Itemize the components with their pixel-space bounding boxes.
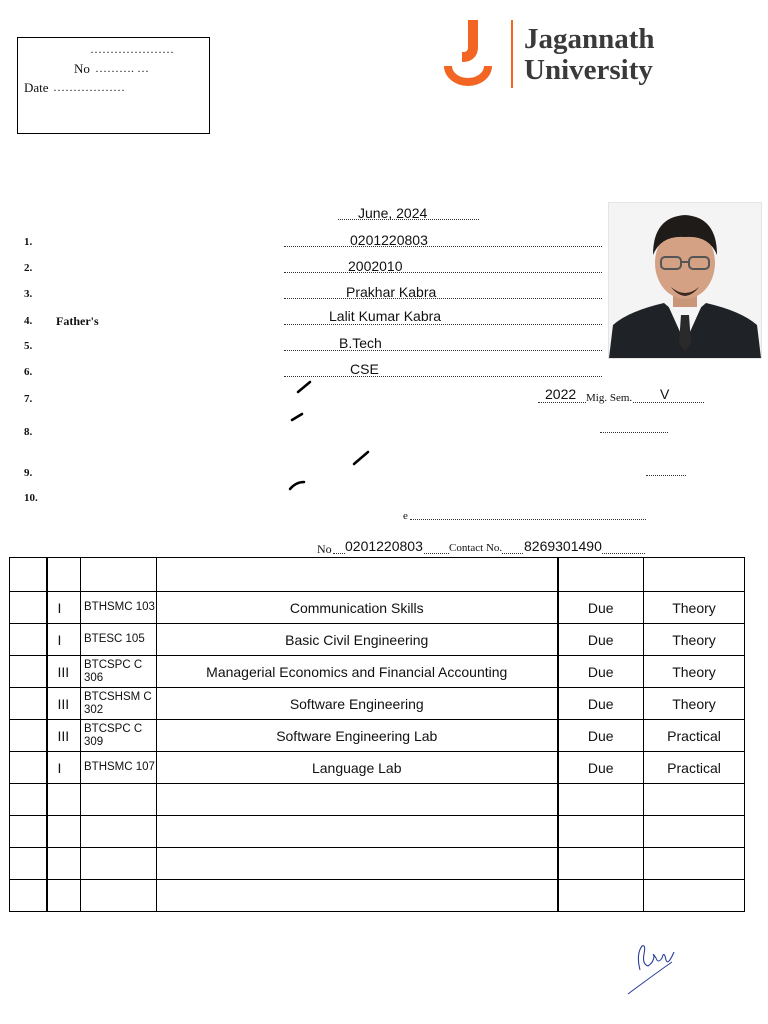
empty-cell <box>47 816 81 848</box>
row-number: 1. <box>24 236 33 248</box>
contact-value: 8269301490 <box>524 538 602 554</box>
contact-label: Contact No. <box>449 542 503 554</box>
row-number: 7. <box>24 393 33 405</box>
row-dotted-line <box>284 246 602 247</box>
empty-cell <box>10 784 47 816</box>
type-cell: Theory <box>644 656 745 688</box>
sem-cell: I <box>47 624 81 656</box>
ref-no-label: No <box>74 61 90 76</box>
date-value: June, 2024 <box>358 205 428 221</box>
sem-cell: I <box>47 752 81 784</box>
field-value: 2002010 <box>348 258 403 274</box>
sno-cell <box>10 592 47 624</box>
empty-cell <box>157 848 558 880</box>
subject-cell: Software Engineering Lab <box>157 720 558 752</box>
table-row <box>10 592 745 624</box>
row-number: 4. <box>24 315 33 327</box>
type-cell: Theory <box>644 624 745 656</box>
field-value: Lalit Kumar Kabra <box>329 308 442 324</box>
ref-date-label: Date <box>24 80 49 95</box>
code-cell: BTCSPC C 306 <box>81 656 157 688</box>
status-cell: Due <box>558 656 644 688</box>
header-cell <box>81 558 157 592</box>
row-dotted-line <box>600 432 668 433</box>
row-number: 6. <box>24 366 33 378</box>
logo-divider <box>511 20 513 88</box>
empty-cell <box>558 816 644 848</box>
table-row <box>10 624 745 656</box>
empty-cell <box>81 848 157 880</box>
row-dotted-line <box>284 298 602 299</box>
empty-cell <box>558 848 644 880</box>
signature-icon <box>622 940 682 998</box>
subjects-table <box>9 557 745 912</box>
row-number: 5. <box>24 340 33 352</box>
year-value: 2022 <box>545 386 577 402</box>
table-header-row <box>10 558 745 592</box>
ref-date-dots: ……………… <box>53 80 125 94</box>
sno-cell <box>10 624 47 656</box>
empty-row <box>10 880 745 912</box>
ref-no-dots: ………. … <box>95 61 149 75</box>
empty-cell <box>644 880 745 912</box>
subject-cell: Communication Skills <box>157 592 558 624</box>
code-cell: BTHSMC 107 <box>81 752 157 784</box>
table-row <box>10 752 745 784</box>
row-dotted-line <box>646 475 686 476</box>
mig-sem-label: Mig. Sem. <box>586 392 633 404</box>
type-cell: Theory <box>644 592 745 624</box>
person-photo-icon <box>609 203 761 358</box>
header-cell <box>558 558 644 592</box>
code-cell: BTHSMC 103 <box>81 592 157 624</box>
sno-cell <box>10 720 47 752</box>
empty-cell <box>10 880 47 912</box>
sno-cell <box>10 752 47 784</box>
empty-cell <box>644 784 745 816</box>
no-label: No <box>317 542 332 556</box>
status-cell: Due <box>558 592 644 624</box>
empty-row <box>10 848 745 880</box>
pen-marks <box>284 376 374 496</box>
status-cell: Due <box>558 752 644 784</box>
empty-cell <box>81 880 157 912</box>
status-cell: Due <box>558 720 644 752</box>
empty-cell <box>157 784 558 816</box>
email-dotted-line <box>410 519 646 520</box>
empty-cell <box>47 848 81 880</box>
type-cell: Practical <box>644 720 745 752</box>
row-number: 8. <box>24 426 33 438</box>
status-cell: Due <box>558 624 644 656</box>
empty-cell <box>644 848 745 880</box>
empty-cell <box>644 816 745 848</box>
header-cell <box>10 558 47 592</box>
sem-cell: III <box>47 688 81 720</box>
type-cell: Theory <box>644 688 745 720</box>
ref-blank-dots: ………………… <box>90 42 174 56</box>
sem-value: V <box>660 386 670 402</box>
row-number: 3. <box>24 288 33 300</box>
row-number: 10. <box>24 492 38 504</box>
logo-line2: University <box>524 54 653 86</box>
status-cell: Due <box>558 688 644 720</box>
sem-cell: III <box>47 656 81 688</box>
empty-cell <box>10 848 47 880</box>
email-prefix: e <box>403 510 408 522</box>
row-number: 2. <box>24 262 33 274</box>
table-row <box>10 688 745 720</box>
code-cell: BTCSHSM C 302 <box>81 688 157 720</box>
header-cell <box>47 558 81 592</box>
empty-cell <box>558 784 644 816</box>
header-cell <box>644 558 745 592</box>
reference-box <box>17 37 210 134</box>
subject-cell: Language Lab <box>157 752 558 784</box>
university-logo <box>440 18 700 90</box>
field-value: CSE <box>350 361 379 377</box>
type-cell: Practical <box>644 752 745 784</box>
table-row <box>10 720 745 752</box>
sno-cell <box>10 688 47 720</box>
code-cell: BTESC 105 <box>81 624 157 656</box>
sem-cell: III <box>47 720 81 752</box>
no-value: 0201220803 <box>345 538 423 554</box>
subject-cell: Software Engineering <box>157 688 558 720</box>
field-value: B.Tech <box>339 335 382 351</box>
code-cell: BTCSPC C 309 <box>81 720 157 752</box>
student-photo <box>608 202 762 359</box>
subject-cell: Managerial Economics and Financial Accounting <box>157 656 558 688</box>
j-logo-icon <box>440 18 496 90</box>
logo-line1: Jagannath <box>524 23 655 55</box>
fathers-label: Father's <box>56 314 99 328</box>
table-row <box>10 656 745 688</box>
row-dotted-line <box>284 272 602 273</box>
sno-cell <box>10 656 47 688</box>
empty-row <box>10 784 745 816</box>
field-value: 0201220803 <box>350 232 428 248</box>
empty-cell <box>47 784 81 816</box>
sem-cell: I <box>47 592 81 624</box>
header-cell <box>157 558 558 592</box>
empty-cell <box>157 880 558 912</box>
empty-cell <box>157 816 558 848</box>
row-number: 9. <box>24 467 33 479</box>
empty-cell <box>81 816 157 848</box>
row-dotted-line <box>284 350 602 351</box>
row-dotted-line <box>284 324 602 325</box>
field-value: Prakhar Kabra <box>346 284 437 300</box>
empty-cell <box>47 880 81 912</box>
empty-row <box>10 816 745 848</box>
empty-cell <box>81 784 157 816</box>
subject-cell: Basic Civil Engineering <box>157 624 558 656</box>
empty-cell <box>558 880 644 912</box>
empty-cell <box>10 816 47 848</box>
